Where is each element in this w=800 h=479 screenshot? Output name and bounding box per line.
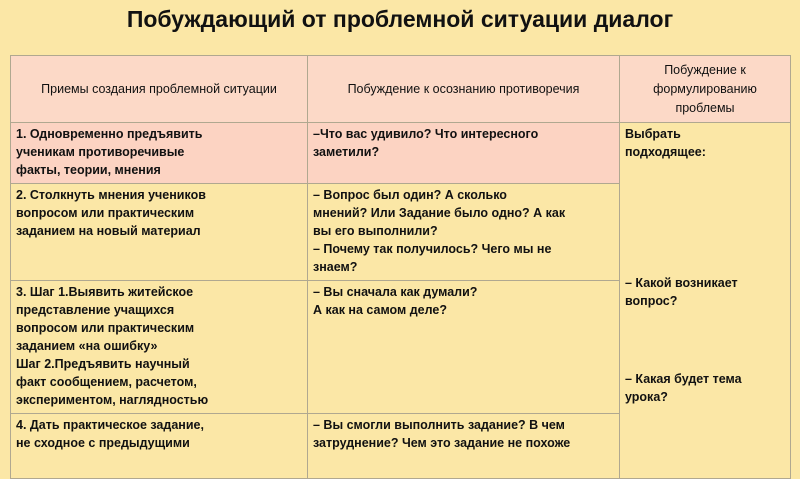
text-line: – Почему так получилось? Чего мы не <box>313 242 552 256</box>
text-line: подходящее: <box>625 145 706 159</box>
prompt-cell <box>308 414 620 479</box>
text-line: – Вы смогли выполнить задание? В чем <box>313 418 565 432</box>
text-line: заданием «на ошибку» <box>16 339 158 353</box>
text-line: заданием на новый материал <box>16 224 201 238</box>
text-line: 1. Одновременно предъявить <box>16 127 203 141</box>
text-line: представление учащихся <box>16 303 175 317</box>
text-line: 3. Шаг 1.Выявить житейское <box>16 285 194 299</box>
technique-cell <box>11 281 308 414</box>
text-line: мнений? Или Задание было одно? А как <box>313 206 566 220</box>
text-line: вопросом или практическим <box>16 321 195 335</box>
text-line: – Вопрос был один? А сколько <box>313 188 507 202</box>
text-line: факты, теории, мнения <box>16 163 161 177</box>
text-line: не сходное с предыдущими <box>16 436 190 450</box>
text-line: А как на самом деле? <box>313 303 447 317</box>
text-line: Выбрать <box>625 127 681 141</box>
header-row <box>11 56 791 123</box>
text-line: вопросом или практическим <box>16 206 195 220</box>
text-line: заметили? <box>313 145 380 159</box>
header-techniques: Приемы создания проблемной ситуации <box>11 56 308 123</box>
text-line: –Что вас удивило? Что интересного <box>313 127 539 141</box>
text-line: факт сообщением, расчетом, <box>16 375 197 389</box>
text-line: 2. Столкнуть мнения учеников <box>16 188 206 202</box>
technique-cell <box>11 414 308 479</box>
text-line: – Какой возникает <box>625 276 738 290</box>
header-contradiction: Побуждение к осознанию противоречия <box>308 56 620 123</box>
prompt-cell <box>308 123 620 184</box>
text-line: знаем? <box>313 260 358 274</box>
prompt-cell <box>308 184 620 281</box>
dialogue-table <box>10 55 791 479</box>
text-line: вопрос? <box>625 294 678 308</box>
text-line: 4. Дать практическое задание, <box>16 418 204 432</box>
text-line: – Какая будет тема <box>625 372 742 386</box>
text-line: экспериментом, наглядностью <box>16 393 209 407</box>
technique-cell <box>11 123 308 184</box>
technique-cell <box>11 184 308 281</box>
text-line: ученикам противоречивые <box>16 145 185 159</box>
text-line: затруднение? Чем это задание не похоже <box>313 436 571 450</box>
text-line: урока? <box>625 390 668 404</box>
table-row <box>11 123 791 184</box>
page-title: Побуждающий от проблемной ситуации диалог <box>126 6 674 32</box>
header-formulation: Побуждение к формулированию проблемы <box>620 56 791 123</box>
text-line: – Вы сначала как думали? <box>313 285 478 299</box>
text-line: вы его выполнили? <box>313 224 438 238</box>
text-line: Шаг 2.Предъявить научный <box>16 357 190 371</box>
prompt-cell <box>308 281 620 414</box>
formulation-cell <box>620 123 791 479</box>
